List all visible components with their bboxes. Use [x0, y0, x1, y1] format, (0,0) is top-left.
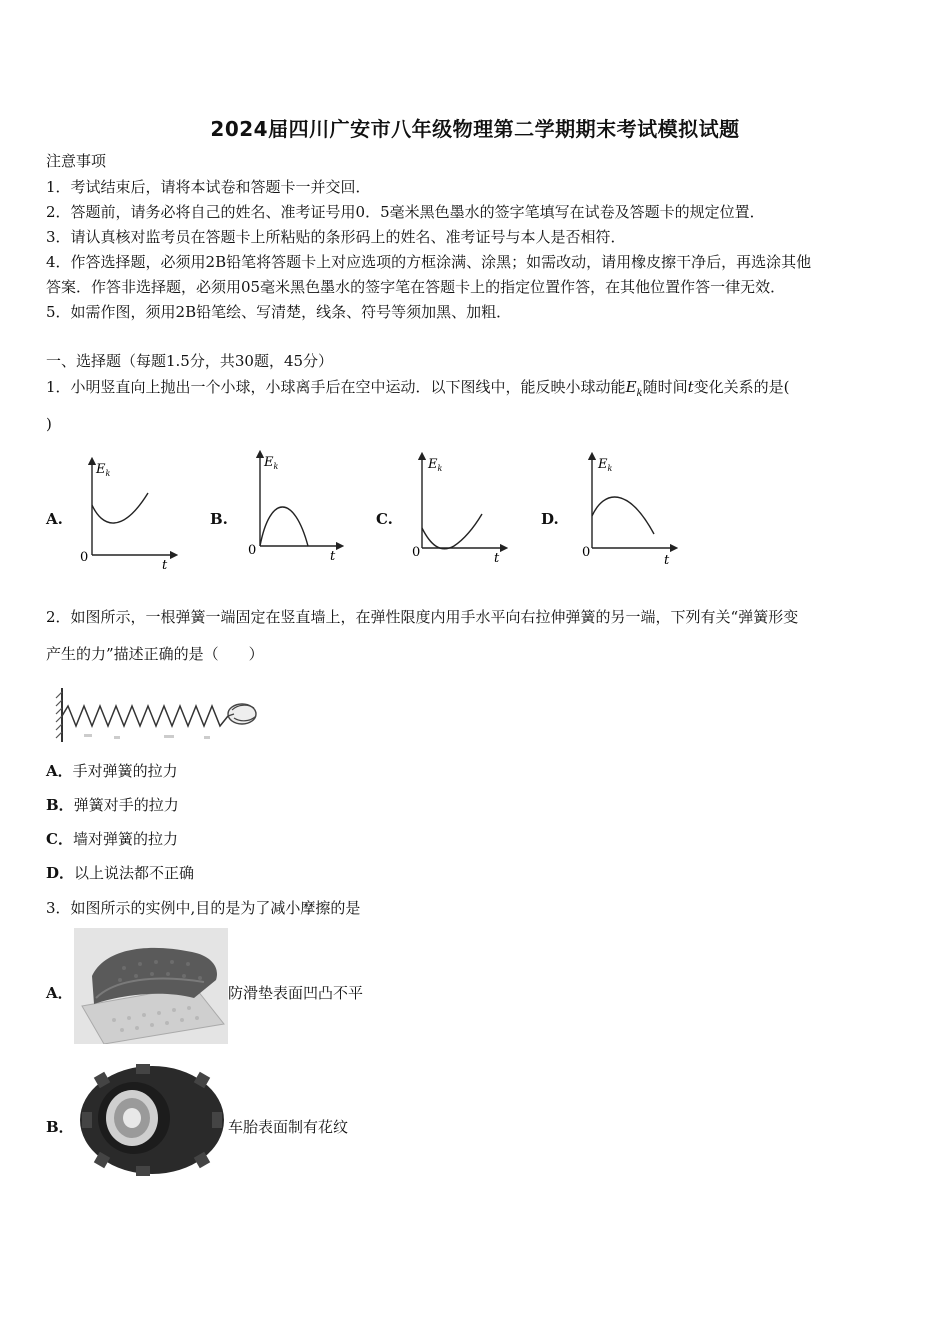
- x-label: t: [494, 551, 500, 566]
- spring-shadow: [84, 734, 210, 739]
- y-label: $E_k$: [598, 457, 613, 473]
- q3-text: 3．如图所示的实例中,目的是为了减小摩擦的是: [46, 899, 361, 917]
- spring-icon: [62, 706, 228, 726]
- origin-label: 0: [412, 545, 421, 560]
- q1-option-a-label: A.: [46, 510, 63, 528]
- notice-item-4-cont: 答案．作答非选择题，必须用05毫米黑色墨水的签字笔在答题卡上的指定位置作答，在其他位置作答一律无效．: [46, 278, 786, 296]
- option-letter: D．: [46, 864, 75, 882]
- q2-text-line2: 产生的力”描述正确的是（ ）: [46, 645, 264, 663]
- origin-label: 0: [248, 543, 257, 558]
- q1-text-a: 1．小明竖直向上抛出一个小球，小球离手后在空中运动．以下图线中，能反映小球动能: [46, 378, 626, 396]
- q1-text-b: 随时间: [642, 378, 688, 396]
- curve: [260, 507, 308, 546]
- q2-option-a[interactable]: [46, 761, 178, 781]
- option-letter: A．: [46, 762, 73, 780]
- q1-graph-a: [74, 455, 184, 573]
- q2-option-c[interactable]: [46, 829, 178, 849]
- notice-heading: 注意事项: [46, 152, 107, 170]
- notice-item-3: 3．请认真核对监考员在答题卡上所粘贴的条形码上的姓名、准考证号与本人是否相符．: [46, 228, 626, 246]
- curve: [92, 493, 148, 523]
- notice-item-4: 4．作答选择题，必须用2B铅笔将答题卡上对应选项的方框涂满、涂黑；如需改动，请用橡皮擦干净后，再选涂其他: [46, 253, 812, 271]
- curve: [592, 497, 654, 534]
- q1-option-c-label: C.: [376, 510, 393, 528]
- curve: [422, 514, 482, 549]
- q1-graph-c: [410, 452, 520, 570]
- q1-graph-b: [244, 450, 354, 568]
- hand-icon: [228, 704, 256, 724]
- section-heading: 一、选择题（每题1.5分，共30题，45分）: [46, 352, 334, 370]
- page-title: 2024届四川广安市八年级物理第二学期期末考试模拟试题: [210, 117, 740, 141]
- option-text: 以上说法都不正确: [74, 864, 195, 882]
- option-letter: C．: [46, 830, 73, 848]
- y-label: $E_k$: [96, 462, 111, 478]
- q3-option-b-letter: B．: [46, 1118, 74, 1136]
- q3-option-a-text: 防滑垫表面凹凸不平: [228, 984, 364, 1002]
- spring-figure: [54, 686, 264, 746]
- q1-graph-d: [578, 452, 688, 570]
- option-text: 手对弹簧的拉力: [72, 762, 178, 780]
- x-label: t: [162, 558, 168, 573]
- q1-sym-e: E: [625, 378, 637, 396]
- q1-option-d-label: D.: [541, 510, 559, 528]
- q3-option-a-letter: A．: [46, 984, 73, 1002]
- q1-sym-k: k: [636, 388, 643, 399]
- q1-option-b-label: B.: [210, 510, 228, 528]
- q1-text-c: 变化关系的是(: [693, 378, 790, 396]
- tire-image: [76, 1062, 228, 1178]
- q3-option-b-text: 车胎表面制有花纹: [228, 1118, 349, 1136]
- option-letter: B．: [46, 796, 74, 814]
- notice-item-1: 1．考试结束后，请将本试卷和答题卡一并交回．: [46, 178, 371, 196]
- anti-slip-mat-image: [74, 928, 228, 1044]
- q2-option-b[interactable]: [46, 795, 179, 815]
- y-label: $E_k$: [428, 457, 443, 473]
- x-label: t: [664, 553, 670, 568]
- q1-text: [46, 377, 789, 404]
- option-text: 弹簧对手的拉力: [73, 796, 179, 814]
- notice-item-5: 5．如需作图，须用2B铅笔绘、写清楚，线条、符号等须加黑、加粗．: [46, 303, 512, 321]
- q1-text-line2: ): [46, 415, 52, 433]
- option-text: 墙对弹簧的拉力: [72, 830, 178, 848]
- x-label: t: [330, 549, 336, 564]
- q1-sym-t: t: [687, 378, 694, 396]
- y-label: $E_k$: [264, 455, 279, 471]
- q2-text-line1: 2．如图所示，一根弹簧一端固定在竖直墙上，在弹性限度内用手水平向右拉伸弹簧的另一端，下列有关“弹簧形变: [46, 608, 799, 626]
- q2-option-d[interactable]: [46, 863, 194, 883]
- origin-label: 0: [80, 550, 89, 565]
- origin-label: 0: [582, 545, 591, 560]
- notice-item-2: 2．答题前，请务必将自己的姓名、准考证号用0．5毫米黑色墨水的签字笔填写在试卷及答题卡的规定位置．: [46, 203, 765, 221]
